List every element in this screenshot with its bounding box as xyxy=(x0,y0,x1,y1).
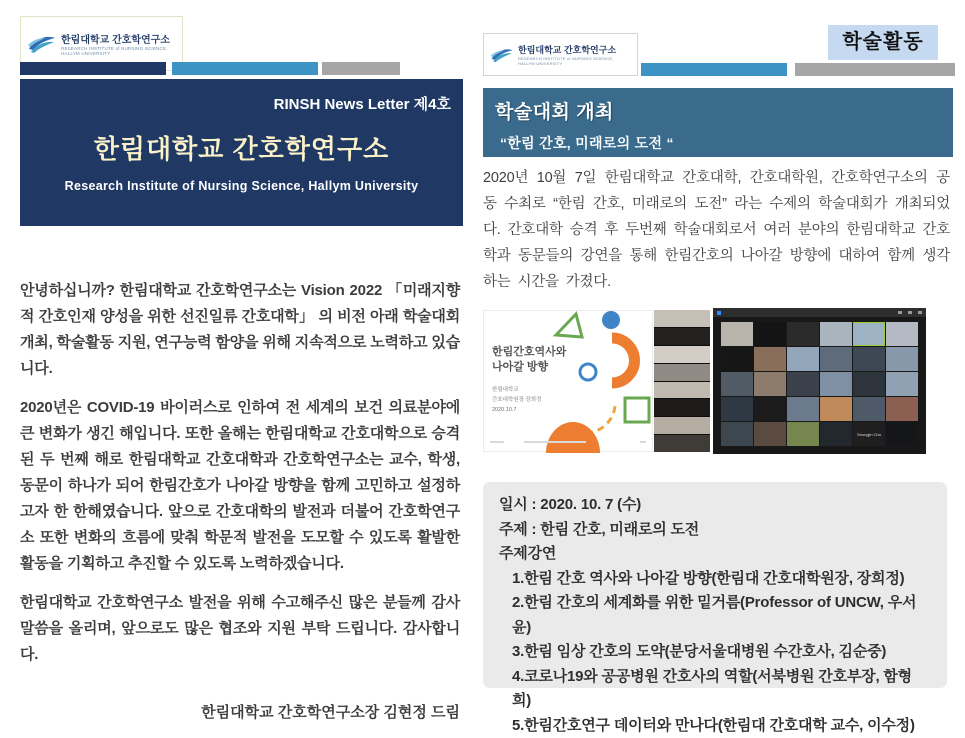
participant-thumbnail xyxy=(654,310,710,327)
participants-strip-image xyxy=(654,310,710,452)
slide-title-line1: 한림간호역사와 xyxy=(492,345,566,360)
participant-tile xyxy=(886,372,918,396)
slide-title-line2: 나아갈 방향 xyxy=(492,360,566,375)
participant-thumbnail xyxy=(654,417,710,434)
accent-bar-navy xyxy=(20,62,166,75)
participant-thumbnail xyxy=(654,382,710,399)
participant-tile xyxy=(721,422,753,446)
participant-tile xyxy=(721,347,753,371)
lecture-item: 3.한림 임상 간호의 도약(분당서울대병원 수간호사, 김순중) xyxy=(499,640,931,665)
maximize-icon xyxy=(908,311,912,314)
greeting-letter xyxy=(20,278,460,722)
meeting-gallery-grid xyxy=(721,322,918,446)
participant-thumbnail xyxy=(654,346,710,363)
participant-tile xyxy=(820,397,852,421)
participant-thumbnail xyxy=(654,364,710,381)
schedule-date: 일시 : 2020. 10. 7 (수) xyxy=(499,493,931,518)
accent-bar-blue xyxy=(172,62,318,75)
schedule-lectures-heading: 주제강연 xyxy=(499,542,931,567)
logo-subtitle-2: HALLYM UNIVERSITY xyxy=(518,61,616,66)
slide-meta xyxy=(492,385,541,415)
logo-title: 한림대학교 간호학연구소 xyxy=(518,43,616,56)
slide-meta-line: 간호대학원장 장희정 xyxy=(492,395,541,405)
video-meeting-screenshot xyxy=(713,308,926,454)
accent-bar-gray xyxy=(322,62,400,75)
participant-tile xyxy=(721,322,753,346)
section-subtitle: “한림 간호, 미래로의 도전 “ xyxy=(495,133,941,153)
participant-thumbnail xyxy=(654,328,710,345)
lecture-item: 5.한림간호연구 데이터와 만나다(한림대 간호대학 교수, 이수정) xyxy=(499,714,931,738)
section-header xyxy=(483,88,953,157)
presentation-slide-image xyxy=(483,310,653,452)
accent-bar-gray xyxy=(795,63,955,76)
participant-tile xyxy=(754,372,786,396)
letter-paragraph: 한림대학교 간호학연구소 발전을 위해 수고해주신 많은 분들께 감사 말씀을 올리며, 앞으로도 많은 협조와 지원 부탁 드립니다. 감사합니다. xyxy=(20,590,460,668)
participant-tile xyxy=(853,422,885,446)
participant-tile xyxy=(754,397,786,421)
slide-footer-smudge xyxy=(524,441,586,443)
participant-name-label: Seungjin Cho xyxy=(857,432,881,437)
swoosh-bird-icon xyxy=(490,46,514,64)
slide-meta-line: 한림대학교 xyxy=(492,385,541,395)
newsletter-issue: RINSH News Letter 제4호 xyxy=(274,93,451,114)
participant-tile xyxy=(886,322,918,346)
section-title: 학술대회 개최 xyxy=(495,97,941,124)
letter-paragraph: 2020년은 COVID-19 바이러스로 인하여 전 세계의 보건 의료분야에 큰 변화가 생긴 해입니다. 또한 올해는 한림대학교 간호대학으로 승격된 두 번째 해로 한림대학교 간호대학과 간호학연구소는 교수, 학생, 동문이 하나가 되어 한림간호가 나아갈 방향을 함께 고민하고 설정하고자 한 한해였습니다. 앞으로 간호대학의 발전과 더불어 간호학연구소 또한 변화의 흐름에 맞춰 학문적 발전을 도모할 수 있도록 활발한 활동을 기획하고 추진할 수 있도록 노력하겠습니다. xyxy=(20,395,460,577)
participant-tile xyxy=(820,347,852,371)
participant-tile xyxy=(754,422,786,446)
masthead-subtitle: Research Institute of Nursing Science, Hallym University xyxy=(20,179,463,193)
letter-signature: 한림대학교 간호학연구소장 김현정 드림 xyxy=(20,701,460,722)
logo-title: 한림대학교 간호학연구소 xyxy=(61,31,170,46)
participant-tile xyxy=(886,397,918,421)
logo-subtitle-1: RESEARCH INSTITUTE of NURSING SCIENCE, xyxy=(61,46,170,51)
participant-thumbnail xyxy=(654,435,710,452)
participant-tile xyxy=(853,372,885,396)
meeting-window-titlebar xyxy=(713,308,926,317)
participant-tile xyxy=(853,322,885,346)
participant-tile xyxy=(721,397,753,421)
close-icon xyxy=(918,311,922,314)
participant-tile xyxy=(754,347,786,371)
minimize-icon xyxy=(898,311,902,314)
participant-tile xyxy=(820,372,852,396)
participant-tile xyxy=(787,422,819,446)
section-badge: 학술활동 xyxy=(828,25,938,60)
participant-tile xyxy=(787,347,819,371)
letter-paragraph: 안녕하십니까? 한림대학교 간호학연구소는 Vision 2022 「미래지향적 간호인재 양성을 위한 선진일류 간호대학」 의 비전 아래 학술대회 개최, 학술활동 지원, 연구능력 함양을 위해 지속적으로 노력하고 있습니다. xyxy=(20,278,460,382)
lecture-item: 1.한림 간호 역사와 나아갈 방향(한림대 간호대학원장, 장희정) xyxy=(499,567,931,592)
participant-tile xyxy=(787,397,819,421)
slide-footer-smudge xyxy=(490,441,504,443)
swoosh-bird-icon xyxy=(27,33,57,55)
participant-tile xyxy=(886,347,918,371)
conference-summary xyxy=(483,165,950,295)
accent-bar-blue xyxy=(641,63,787,76)
logo-subtitle-2: HALLYM UNIVERSITY xyxy=(61,51,170,56)
conference-schedule-box xyxy=(483,482,947,688)
logo-subtitle-1: RESEARCH INSTITUTE of NURSING SCIENCE, xyxy=(518,56,616,61)
masthead xyxy=(20,79,463,226)
slide-decorative-shapes xyxy=(484,311,654,453)
lecture-item: 2.한림 간호의 세계화를 위한 밑거름(Professor of UNCW, 우서윤) xyxy=(499,591,931,640)
meeting-app-icon xyxy=(717,311,721,315)
participant-tile xyxy=(820,422,852,446)
masthead-title: 한림대학교 간호학연구소 xyxy=(20,129,463,166)
participant-tile xyxy=(886,422,918,446)
participant-tile xyxy=(853,347,885,371)
participant-tile xyxy=(721,372,753,396)
slide-meta-line: 2020.10.7 xyxy=(492,405,541,415)
slide-footer-smudge xyxy=(640,441,646,443)
participant-tile xyxy=(853,397,885,421)
conference-paragraph: 2020년 10월 7일 한림대학교 간호대학, 간호대학원, 간호학연구소의 공동 수최로 “한림 간호, 미래로의 도전” 라는 수제의 학술대회가 개최되었다. 간호대학 승격 후 두번째 학술대회로서 여러 분야의 한림대학교 간호학과 동문들의 강연을 통해 한림간호의 나아갈 방향에 대하여 함께 생각하는 시간을 가졌다. xyxy=(483,165,950,295)
participant-tile xyxy=(787,372,819,396)
participant-tile xyxy=(787,322,819,346)
participant-tile xyxy=(754,322,786,346)
participant-thumbnail xyxy=(654,399,710,416)
slide-title xyxy=(492,345,566,375)
participant-tile xyxy=(820,322,852,346)
institute-logo-small xyxy=(483,33,638,76)
lecture-list xyxy=(499,567,931,738)
lecture-item: 4.코로나19와 공공병원 간호사의 역할(서북병원 간호부장, 함형희) xyxy=(499,665,931,714)
schedule-topic: 주제 : 한림 간호, 미래로의 도전 xyxy=(499,518,931,543)
